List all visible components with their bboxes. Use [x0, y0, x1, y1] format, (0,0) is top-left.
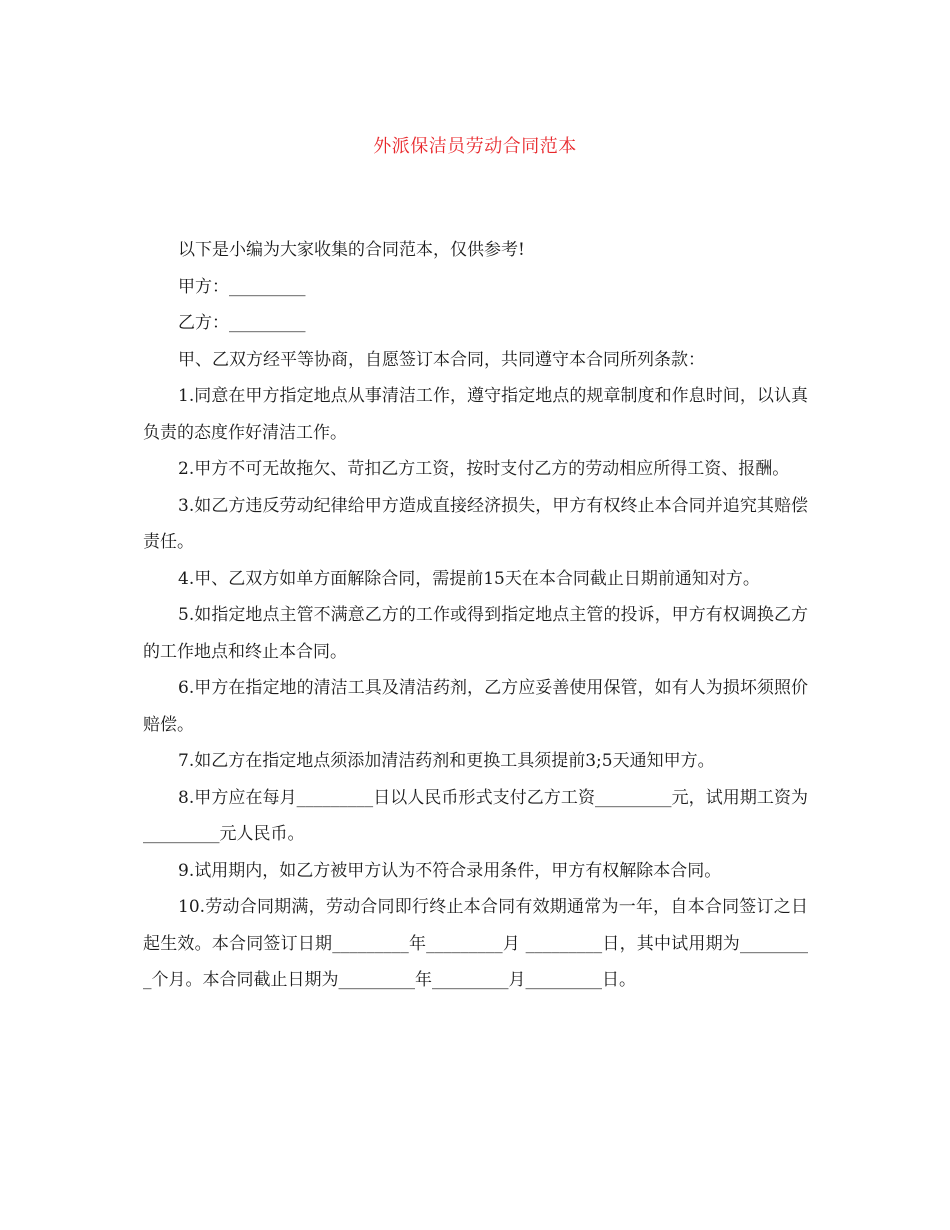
party-b-line: 乙方：_________ [178, 313, 306, 333]
intro-paragraph: 以下是小编为大家收集的合同范本，仅供参考! [178, 240, 525, 260]
clause-5: 5.如指定地点主管不满意乙方的工作或得到指定地点主管的投诉，甲方有权调换乙方的工作地点和终止本合同。 [143, 605, 808, 662]
clause-9: 9.试用期内，如乙方被甲方认为不符合录用条件，甲方有权解除本合同。 [178, 860, 722, 881]
clause-3: 3.如乙方违反劳动纪律给甲方造成直接经济损失，甲方有权终止本合同并追究其赔偿责任。 [143, 495, 808, 552]
clause-6: 6.甲方在指定地的清洁工具及清洁药剂，乙方应妥善使用保管，如有人为损坏须照价赔偿。 [143, 678, 808, 735]
clause-7: 7.如乙方在指定地点须添加清洁药剂和更换工具须提前3;5天通知甲方。 [178, 751, 715, 771]
preamble-paragraph: 甲、乙双方经平等协商，自愿签订本合同，共同遵守本合同所列条款： [178, 349, 705, 370]
clause-1: 1.同意在甲方指定地点从事清洁工作，遵守指定地点的规章制度和作息时间，以认真负责的态度作好清洁工作。 [143, 386, 808, 443]
document-title: 外派保洁员劳动合同范本 [373, 136, 577, 157]
clause-4: 4.甲、乙双方如单方面解除合同，需提前15天在本合同截止日期前通知对方。 [178, 568, 760, 589]
document-body [143, 232, 808, 999]
party-a-line: 甲方：_________ [178, 276, 306, 297]
clause-2: 2.甲方不可无故拖欠、苛扣乙方工资，按时支付乙方的劳动相应所得工资、报酬。 [178, 459, 790, 479]
clause-10: 10.劳动合同期满，劳动合同即行终止本合同有效期通常为一年，自本合同签订之日起生效。本合同签订日期_________年_________月 _________日，其中试用期为_________个月。本合同截止日期为_________年_________月_________日。 [143, 897, 808, 990]
clause-8: 8.甲方应在每月_________日以人民币形式支付乙方工资_________元，试用期工资为_________元人民币。 [143, 787, 808, 844]
